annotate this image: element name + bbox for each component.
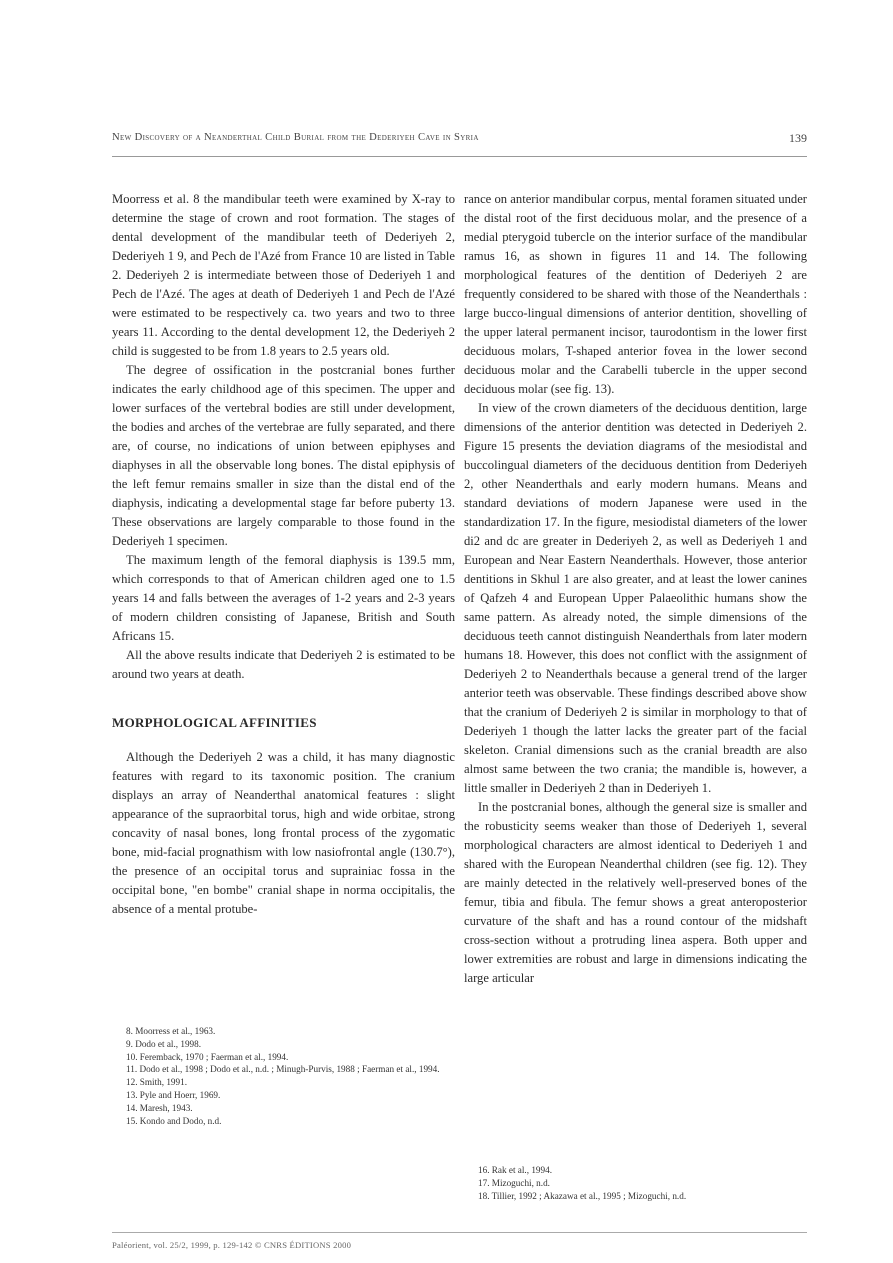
footnote: 17. Mizoguchi, n.d. (478, 1177, 550, 1188)
section-heading: MORPHOLOGICAL AFFINITIES (112, 715, 317, 730)
right-column (464, 190, 807, 988)
footer-divider (112, 1232, 807, 1233)
paragraph: The degree of ossification in the postcranial bones further indicates the early childhood age of this specimen. The upper and lower surfaces of the vertebral bodies are still under development, the bodies and arches of the vertebrae are fully separated, and there are, of course, no indications of union between epiphyses and diaphyses in all the observable long bones. The distal epiphysis of the left femur remains smaller in size than the distal end of the diaphysis, indicating a developmental stage far before puberty 13. These observations are largely comparable to those found in the Dederiyeh 1 specimen. (112, 363, 455, 548)
paragraph: All the above results indicate that Dederiyeh 2 is estimated to be around two years at death. (112, 648, 455, 681)
header-divider (112, 156, 807, 157)
footnotes-right (464, 1164, 807, 1202)
footnote: 8. Moorress et al., 1963. (126, 1026, 216, 1036)
paragraph: The maximum length of the femoral diaphysis is 139.5 mm, which corresponds to that of American children aged one to 1.5 years 14 and falls between the averages of 1-2 years and 2-3 years of modern children consisting of Japanese, British and South Africans 15. (112, 553, 455, 643)
paragraph: Although the Dederiyeh 2 was a child, it has many diagnostic features with regard to its taxonomic position. The cranium displays an array of Neanderthal anatomical features : slight appearance of the supraorbital torus, high and wide orbitae, strong concavity of nasal bones, long frontal process of the zygomatic bone, mid-facial prognathism with low nasiofrontal angle (130.7°), the presence of an occipital torus and suprainiac fossa in the occipital bone, "en bombe" cranial shape in norma occipitalis, the absence of a mental protube- (112, 750, 455, 916)
footnote: 16. Rak et al., 1994. (478, 1165, 552, 1175)
footnote: 18. Tillier, 1992 ; Akazawa et al., 1995 ; Mizoguchi, n.d. (478, 1190, 687, 1201)
footnote: 11. Dodo et al., 1998 ; Dodo et al., n.d. ; Minugh-Purvis, 1988 ; Faerman et al., 1994. (126, 1064, 440, 1075)
footnote: 12. Smith, 1991. (126, 1077, 188, 1088)
footnotes-left (112, 1025, 455, 1127)
footnote: 10. Feremback, 1970 ; Faerman et al., 1994. (126, 1051, 289, 1062)
footnote: 9. Dodo et al., 1998. (126, 1038, 202, 1049)
paragraph: In the postcranial bones, although the general size is smaller and the robusticity seems weaker than those of Dederiyeh 1, several morphological characters are almost identical to Dederiyeh 1 and shared with the European Neanderthal children (see fig. 12). They are mainly detected in the relatively well-preserved bones of the femur, tibia and fibula. The femur shows a great anteroposterior curvature of the shaft and has a round contour of the midshaft cross-section without a protruding linea aspera. Both upper and lower extremities are robust and large in dimensions indicating the large articular (464, 800, 807, 985)
footnote: 13. Pyle and Hoerr, 1969. (126, 1089, 221, 1100)
paragraph: In view of the crown diameters of the deciduous dentition, large dimensions of the anterior dentition was detected in Dederiyeh 2. Figure 15 presents the deviation diagrams of the mesiodistal and buccolingual diameters of the deciduous dentition from Dederiyeh 2, other Neanderthals and early modern humans. Means and standard deviations of modern Japanese were used in the standardization 17. In the figure, mesiodistal diameters of the lower di2 and dc are greater in Dederiyeh 2, as well as Dederiyeh 1 and European and Near Eastern Neanderthals. However, those anterior dentitions in Skhul 1 are also greater, and at least the lower canines of Qafzeh 4 and European Upper Palaeolithic humans show the same pattern. As already noted, the simple dimensions of the deciduous teeth cannot distinguish Neanderthals from later modern humans 18. However, this does not conflict with the assignment of Dederiyeh 2 to Neanderthals because a general trend of the larger anterior teeth was observable. These findings described above show that the cranium of Dederiyeh 2 is similar in morphology to that of Dederiyeh 1 though the latter lacks the greater part of the facial skeleton. Cranial dimensions such as the cranial breadth are also almost same between the two crania; the mandible is, however, a little smaller in Dederiyeh 2 than in Dederiyeh 1. (464, 401, 807, 795)
left-column (112, 190, 455, 919)
page-number: 139 (789, 131, 807, 145)
footnote: 15. Kondo and Dodo, n.d. (126, 1115, 222, 1126)
paragraph: Moorress et al. 8 the mandibular teeth were examined by X-ray to determine the stage of crown and root formation. The stages of dental development of the mandibular teeth of Dederiyeh 2, Dederiyeh 1 9, and Pech de l'Azé from France 10 are listed in Table 2. Dederiyeh 2 is intermediate between those of Dederiyeh 1 and Pech de l'Azé. The ages at death of Dederiyeh 1 and Pech de l'Azé were estimated to be respectively ca. two years and two to three years 11. According to the dental development 12, the Dederiyeh 2 child is suggested to be from 1.8 years to 2.5 years old. (112, 192, 455, 358)
paragraph: rance on anterior mandibular corpus, mental foramen situated under the distal root of the first deciduous molar, and the presence of a medial pterygoid tubercle on the interior surface of the mandibular ramus 16, as shown in figures 11 and 14. The following morphological features of the dentition of Dederiyeh 2 are frequently considered to be shared with those of the Neanderthals : large bucco-lingual dimensions of anterior dentition, shovelling of the upper lateral permanent incisor, taurodontism in the lower first deciduous molars, T-shaped anterior fovea in the lower second deciduous molar and the Carabelli tubercle in the upper second deciduous molar (see fig. 13). (464, 192, 807, 396)
running-header: New Discovery of a Neanderthal Child Burial from the Dederiyeh Cave in Syria (112, 132, 479, 143)
footer-citation: Paléorient, vol. 25/2, 1999, p. 129-142 © CNRS ÉDITIONS 2000 (112, 1240, 352, 1250)
footnote: 14. Maresh, 1943. (126, 1102, 193, 1113)
